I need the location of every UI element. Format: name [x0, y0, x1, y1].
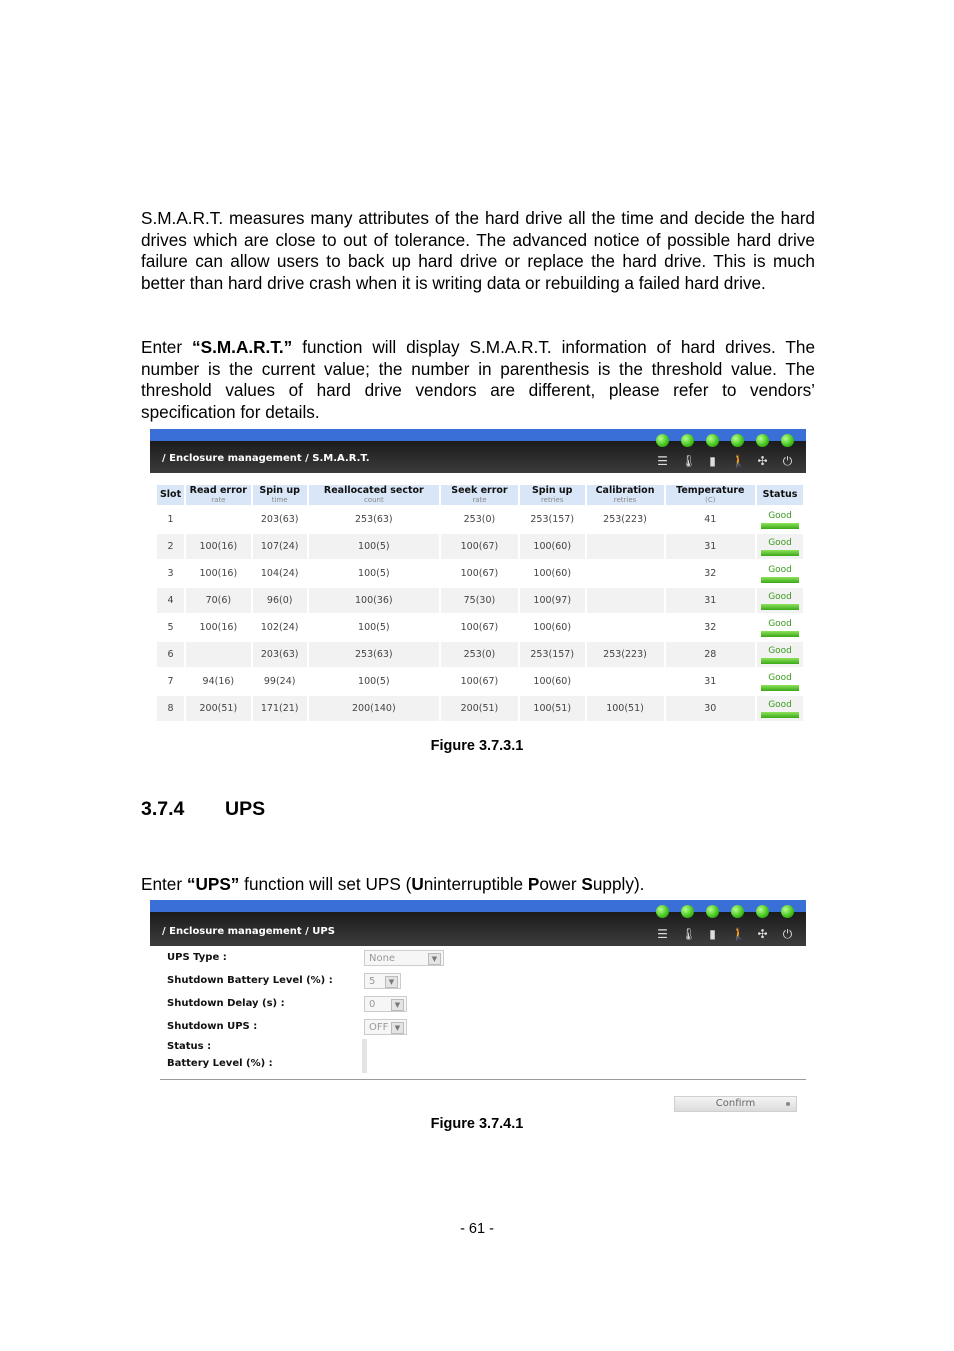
table-cell	[587, 561, 664, 586]
thermometer-icon[interactable]: 🌡	[681, 927, 697, 941]
table-cell: 100(16)	[199, 568, 238, 579]
table-cell: 6	[157, 642, 184, 667]
thermometer-icon[interactable]: 🌡	[681, 454, 697, 468]
status-bar	[761, 712, 799, 718]
table-cell: 99(24)	[263, 676, 296, 687]
figure-caption: Figure 3.7.4.1	[430, 1116, 524, 1132]
table-cell: 253(157)	[520, 642, 585, 667]
table-cell: 94(16)	[202, 676, 235, 687]
enclosure-icon[interactable]: ▮	[709, 927, 716, 941]
led-indicator	[781, 434, 794, 447]
breadcrumb: / Enclosure management / UPS	[162, 926, 335, 937]
table-cell: 30	[666, 696, 756, 721]
column-header: Seek error rate	[441, 485, 518, 505]
shutdown-ups-select[interactable]: OFF ▼	[364, 1019, 407, 1035]
form-divider	[160, 1079, 806, 1080]
table-cell: 100(67)	[441, 534, 518, 559]
column-header: Slot	[157, 485, 184, 505]
battery-percent-label: Battery Level (%) :	[167, 1058, 273, 1069]
table-cell	[186, 642, 251, 667]
led-indicator	[756, 434, 769, 447]
status-badge: Good	[757, 561, 803, 586]
table-cell: 100(5)	[358, 568, 390, 579]
smart-header-bar	[150, 429, 806, 473]
page-number: - 61 -	[460, 1221, 494, 1237]
shutdown-delay-label: Shutdown Delay (s) :	[167, 998, 285, 1009]
table-row	[157, 642, 803, 667]
table-cell	[186, 507, 251, 532]
status-leds	[656, 905, 794, 918]
table-row	[157, 669, 803, 694]
chevron-down-icon: ▼	[391, 1022, 404, 1034]
table-cell: 5	[167, 622, 174, 633]
table-cell: 100(67)	[460, 676, 499, 687]
ups-panel	[150, 900, 806, 946]
table-cell	[587, 669, 664, 694]
power-icon[interactable]: ⏻	[782, 927, 793, 941]
ups-type-label: UPS Type :	[167, 952, 227, 963]
shutdown-ups-label: Shutdown UPS :	[167, 1021, 258, 1032]
enclosure-icon[interactable]: ▮	[709, 454, 716, 468]
status-badge: Good	[757, 615, 803, 640]
section-heading	[141, 798, 265, 821]
table-cell: 100(67)	[460, 622, 499, 633]
led-indicator	[681, 434, 694, 447]
chevron-down-icon: ▼	[385, 976, 398, 988]
table-cell: 100(5)	[358, 622, 390, 633]
confirm-button[interactable]: Confirm	[674, 1096, 797, 1112]
status-label: Status :	[167, 1041, 212, 1052]
status-bar	[761, 523, 799, 529]
table-cell: 32	[704, 568, 717, 579]
table-cell: 253(63)	[355, 514, 393, 525]
fan-icon[interactable]: ✣	[757, 454, 768, 468]
status-badge: Good	[757, 696, 803, 721]
column-header: Spin up retries	[520, 485, 585, 505]
table-cell	[587, 615, 664, 640]
table-cell: 41	[704, 514, 717, 525]
bullet-icon	[786, 1102, 790, 1106]
column-header: Calibration retries	[587, 485, 664, 505]
led-indicator	[731, 434, 744, 447]
smart-table	[155, 483, 805, 723]
status-badge: Good	[757, 534, 803, 559]
section-number: 3.7.4	[141, 798, 185, 820]
smart-panel	[150, 429, 806, 473]
ups-header-bar	[150, 900, 806, 946]
status-bar	[761, 685, 799, 691]
table-cell: 253(223)	[603, 514, 647, 525]
table-cell: 253(63)	[309, 642, 439, 667]
status-badge: Good	[757, 588, 803, 613]
table-cell	[587, 588, 664, 613]
table-cell: 100(97)	[520, 588, 585, 613]
ups-type-select[interactable]: None ▼	[364, 950, 444, 966]
smart-usage-paragraph: Enter “S.M.A.R.T.” function will display S.M.A.R.T. information of hard drives. The number is the current value; the number in parenthesis is the threshold value. The threshold values of hard drive vendors are different, please refer to vendors’ specification for details.	[141, 337, 816, 422]
table-row	[157, 615, 803, 640]
status-leds	[656, 434, 794, 447]
table-cell: 104(24)	[260, 568, 299, 579]
led-indicator	[731, 905, 744, 918]
power-icon[interactable]: ⏻	[782, 454, 793, 468]
table-cell: 200(51)	[441, 696, 518, 721]
led-indicator	[681, 905, 694, 918]
column-header: Spin up time	[253, 485, 307, 505]
status-badge: Good	[757, 507, 803, 532]
fan-icon[interactable]: ✣	[757, 927, 768, 941]
status-bar	[761, 577, 799, 583]
table-cell: 100(36)	[309, 588, 439, 613]
table-cell: 31	[666, 534, 756, 559]
led-indicator	[706, 434, 719, 447]
chevron-down-icon: ▼	[428, 953, 441, 965]
table-cell: 7	[167, 676, 174, 687]
table-cell: 253(0)	[441, 642, 518, 667]
table-row	[157, 507, 803, 532]
table-cell: 171(21)	[253, 696, 307, 721]
table-cell: 200(140)	[309, 696, 439, 721]
status-badge: Good	[757, 642, 803, 667]
led-indicator	[781, 905, 794, 918]
column-header: Reallocated sector count	[309, 485, 439, 505]
status-badge: Good	[757, 669, 803, 694]
table-cell: 3	[167, 568, 174, 579]
table-cell: 1	[167, 514, 174, 525]
status-value-box	[362, 1039, 367, 1073]
table-cell: 107(24)	[253, 534, 307, 559]
column-header: Temperature (C)	[666, 485, 756, 505]
table-row	[157, 561, 803, 586]
status-bar	[761, 550, 799, 556]
table-cell: 100(16)	[199, 622, 238, 633]
disk-stack-icon[interactable]: ☰	[657, 927, 668, 941]
table-cell: 100(16)	[186, 534, 251, 559]
table-cell: 32	[704, 622, 717, 633]
table-cell: 100(60)	[533, 676, 572, 687]
table-cell: 75(30)	[441, 588, 518, 613]
table-cell: 28	[666, 642, 756, 667]
table-cell: 96(0)	[253, 588, 307, 613]
table-cell: 253(0)	[463, 514, 496, 525]
table-cell: 100(51)	[520, 696, 585, 721]
table-cell: 200(51)	[186, 696, 251, 721]
status-bar	[761, 604, 799, 610]
status-bar	[761, 658, 799, 664]
table-cell: 2	[157, 534, 184, 559]
table-cell: 100(60)	[520, 534, 585, 559]
table-cell: 100(60)	[533, 622, 572, 633]
table-row	[157, 588, 803, 613]
column-header: Status	[757, 485, 803, 505]
table-cell: 100(51)	[587, 696, 664, 721]
led-indicator	[756, 905, 769, 918]
disk-stack-icon[interactable]: ☰	[657, 454, 668, 468]
smart-intro-paragraph: S.M.A.R.T. measures many attributes of the hard drive all the time and decide the hard drives which are close to out of tolerance. The advanced notice of possible hard drive failure can allow users to back up hard drive or replace the hard drive. This is much better than hard drive crash when it is writing data or rebuilding a failed hard drive.	[141, 208, 815, 293]
person-icon[interactable]: 🚶	[731, 454, 746, 468]
status-bar	[761, 631, 799, 637]
table-row	[157, 696, 803, 721]
led-indicator	[656, 905, 669, 918]
shutdown-delay-select[interactable]: 0 ▼	[364, 996, 407, 1012]
table-cell: 253(223)	[587, 642, 664, 667]
table-cell: 100(5)	[358, 676, 390, 687]
table-cell	[587, 534, 664, 559]
table-cell: 8	[157, 696, 184, 721]
column-header: Read error rate	[186, 485, 251, 505]
table-row	[157, 534, 803, 559]
table-cell: 31	[666, 588, 756, 613]
header-icons	[656, 454, 794, 468]
figure-caption: Figure 3.7.3.1	[430, 738, 524, 754]
table-cell: 100(67)	[460, 568, 499, 579]
person-icon[interactable]: 🚶	[731, 927, 746, 941]
header-icons	[656, 927, 794, 941]
battery-level-label: Shutdown Battery Level (%) :	[167, 975, 333, 986]
table-cell: 203(63)	[260, 514, 299, 525]
table-cell: 100(5)	[309, 534, 439, 559]
breadcrumb: / Enclosure management / S.M.A.R.T.	[162, 453, 370, 464]
table-cell: 253(157)	[530, 514, 575, 525]
chevron-down-icon: ▼	[391, 999, 404, 1011]
ups-intro-paragraph: Enter “UPS” function will set UPS (Uninterruptible Power Supply).	[141, 874, 645, 895]
table-cell: 31	[704, 676, 717, 687]
table-cell: 100(60)	[533, 568, 572, 579]
table-cell: 102(24)	[260, 622, 299, 633]
section-title: UPS	[225, 798, 266, 820]
table-cell: 70(6)	[186, 588, 251, 613]
battery-level-select[interactable]: 5 ▼	[364, 973, 401, 989]
led-indicator	[656, 434, 669, 447]
led-indicator	[706, 905, 719, 918]
table-cell: 203(63)	[253, 642, 307, 667]
table-cell: 4	[157, 588, 184, 613]
